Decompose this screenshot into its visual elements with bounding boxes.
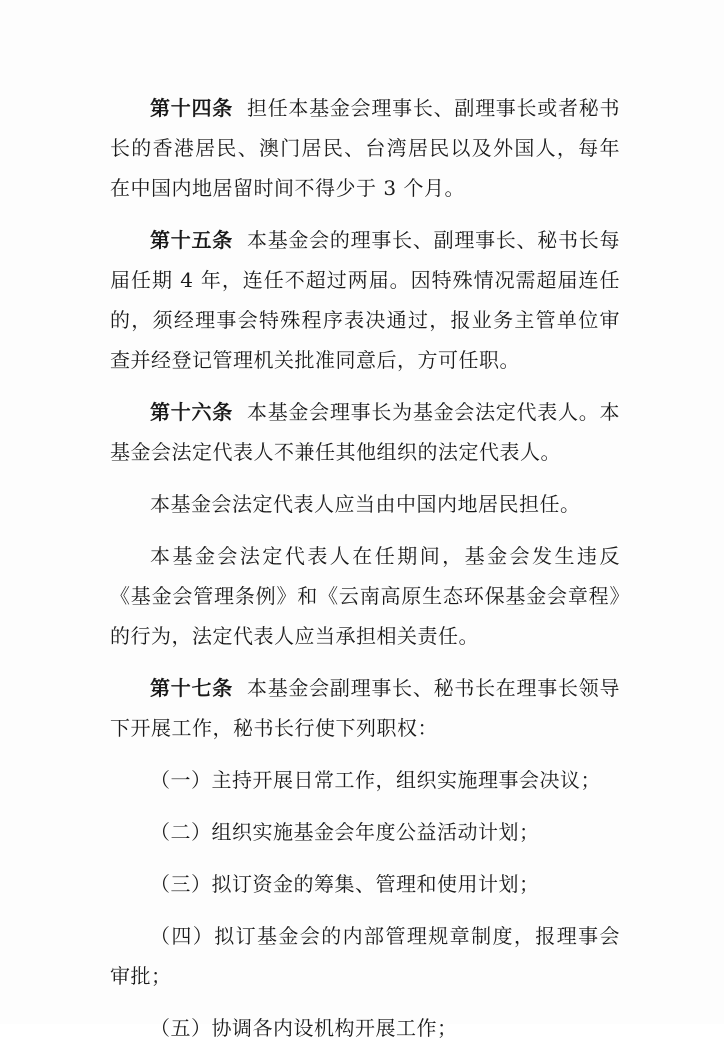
paragraph: 本基金会法定代表人应当由中国内地居民担任。: [150, 492, 581, 516]
article-text: 本基金会理事长为基金会法定代表人。本基金会法定代表人不兼任其他组织的法定代表人。: [110, 400, 621, 464]
document-body: [110, 88, 620, 1048]
article-14: [110, 88, 620, 208]
article-heading: 第十七条: [150, 676, 233, 700]
list-item: （一）主持开展日常工作，组织实施理事会决议；: [150, 768, 601, 792]
article-15: [110, 220, 620, 380]
list-item: （三）拟订资金的筹集、管理和使用计划；: [150, 872, 540, 896]
article-text: 担任本基金会理事长、副理事长或者秘书长的香港居民、澳门居民、台湾居民以及外国人，每年在中国内地居留时间不得少于 3 个月。: [110, 96, 621, 200]
article-heading: 第十六条: [150, 400, 233, 424]
article-text: 本基金会的理事长、副理事长、秘书长每届任期 4 年，连任不超过两届。因特殊情况需超届连任的，须经理事会特殊程序表决通过，报业务主管单位审查并经登记管理机关批准同意后，方可任职。: [110, 228, 621, 372]
list-item: （五）协调各内设机构开展工作；: [150, 1016, 458, 1040]
article-heading: 第十五条: [150, 228, 233, 252]
article-text: 本基金会副理事长、秘书长在理事长领导下开展工作，秘书长行使下列职权：: [110, 676, 621, 740]
article-heading: 第十四条: [150, 96, 233, 120]
article-16: [110, 392, 620, 472]
paragraph: 本基金会法定代表人在任期间，基金会发生违反《基金会管理条例》和《云南高原生态环保基金会章程》的行为，法定代表人应当承担相关责任。: [110, 544, 620, 648]
list-item: （二）组织实施基金会年度公益活动计划；: [150, 820, 540, 844]
article-17: [110, 668, 620, 748]
list-item: （四）拟订基金会的内部管理规章制度，报理事会审批；: [110, 924, 620, 988]
